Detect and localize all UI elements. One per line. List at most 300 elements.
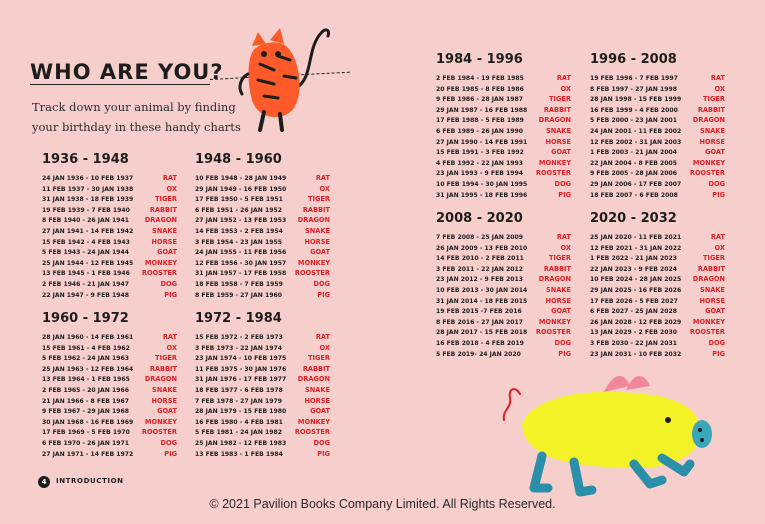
table-row xyxy=(195,364,330,375)
table-row xyxy=(42,258,177,269)
date-range: 9 FEB 2005 - 28 JAN 2006 xyxy=(590,170,677,178)
table-row xyxy=(590,327,725,338)
animal-name: DOG xyxy=(708,179,725,188)
animal-name: SNAKE xyxy=(546,126,571,135)
table-row xyxy=(590,147,725,158)
table-row xyxy=(195,449,330,460)
animal-name: RABBIT xyxy=(302,364,330,373)
tiger-illustration xyxy=(234,18,334,138)
animal-name: DRAGON xyxy=(144,375,177,384)
animal-name: OX xyxy=(319,343,330,352)
animal-name: GOAT xyxy=(705,307,725,316)
table-row xyxy=(195,205,330,216)
date-range: 3 FEB 1954 - 23 JAN 1955 xyxy=(195,238,282,246)
date-range: 23 JAN 1974 - 10 FEB 1975 xyxy=(195,355,287,363)
animal-name: RABBIT xyxy=(149,205,177,214)
date-range: 23 JAN 1993 - 9 FEB 1994 xyxy=(436,170,523,178)
date-range: 6 FEB 1970 - 26 JAN 1971 xyxy=(42,439,129,447)
date-range: 27 JAN 1941 - 14 FEB 1942 xyxy=(42,227,134,235)
date-range: 15 FEB 1942 - 4 FEB 1943 xyxy=(42,238,130,246)
table-row xyxy=(195,226,330,237)
animal-name: GOAT xyxy=(157,407,177,416)
table-row xyxy=(590,243,725,254)
animal-name: DRAGON xyxy=(538,275,571,284)
table-row xyxy=(590,105,725,116)
animal-name: PIG xyxy=(712,349,725,358)
date-range: 28 JAN 1960 - 14 FEB 1961 xyxy=(42,334,134,341)
animal-name: MONKEY xyxy=(538,158,571,167)
animal-name: RAT xyxy=(556,233,571,241)
animal-name: OX xyxy=(319,184,330,193)
date-range: 23 JAN 2012 - 9 FEB 2013 xyxy=(436,276,523,284)
animal-name: TIGER xyxy=(308,195,330,204)
animal-name: HORSE xyxy=(545,296,571,305)
animal-name: RAT xyxy=(162,174,177,182)
date-range: 31 JAN 1976 - 17 FEB 1977 xyxy=(195,376,287,384)
table-row xyxy=(436,179,571,190)
date-range: 1 FEB 2022 - 21 JAN 2023 xyxy=(590,255,677,263)
table-row xyxy=(42,226,177,237)
animal-name: RAT xyxy=(710,233,725,241)
table-row xyxy=(590,179,725,190)
date-range: 24 JAN 1955 - 11 FEB 1956 xyxy=(195,249,287,257)
date-range: 20 FEB 1985 - 8 FEB 1986 xyxy=(436,85,524,93)
zodiac-table xyxy=(590,211,725,359)
date-range: 12 FEB 2002 - 31 JAN 2003 xyxy=(590,138,682,146)
zodiac-table xyxy=(195,311,330,459)
date-range: 19 FEB 1996 - 7 FEB 1997 xyxy=(590,75,678,82)
date-range: 10 FEB 2013 - 30 JAN 2014 xyxy=(436,286,528,294)
animal-name: ROOSTER xyxy=(689,169,725,178)
table-row xyxy=(42,332,177,343)
table-row xyxy=(195,343,330,354)
table-title: 1960 - 1972 xyxy=(42,311,129,326)
animal-name: DRAGON xyxy=(692,275,725,284)
page-subtitle: Track down your animal by finding your birthday in these handy charts xyxy=(32,100,241,134)
animal-name: MONKEY xyxy=(297,417,330,426)
table-row xyxy=(436,84,571,95)
animal-name: MONKEY xyxy=(692,317,725,326)
table-row xyxy=(590,84,725,95)
date-range: 8 FEB 2016 - 27 JAN 2017 xyxy=(436,318,523,326)
animal-name: SNAKE xyxy=(305,385,330,394)
animal-name: OX xyxy=(714,243,725,252)
date-range: 17 FEB 2026 - 5 FEB 2027 xyxy=(590,297,678,305)
date-range: 5 FEB 1962 - 24 JAN 1963 xyxy=(42,355,129,363)
table-row xyxy=(436,105,571,116)
animal-name: HORSE xyxy=(304,237,330,246)
date-range: 29 JAN 1949 - 16 FEB 1950 xyxy=(195,185,287,193)
date-range: 15 FEB 1961 - 4 FEB 1962 xyxy=(42,344,130,352)
animal-name: TIGER xyxy=(155,354,177,363)
animal-name: DOG xyxy=(708,338,725,347)
table-row xyxy=(195,247,330,258)
animal-name: ROOSTER xyxy=(294,428,330,437)
table-row xyxy=(42,290,177,301)
table-row xyxy=(436,349,571,360)
date-range: 6 FEB 1989 - 26 JAN 1990 xyxy=(436,127,523,135)
date-range: 17 FEB 1988 - 5 FEB 1989 xyxy=(436,117,524,125)
date-range: 10 FEB 1948 - 28 JAN 1949 xyxy=(195,175,287,182)
table-title: 1972 - 1984 xyxy=(195,311,282,326)
animal-name: PIG xyxy=(712,190,725,199)
date-range: 30 JAN 1968 - 16 FEB 1969 xyxy=(42,418,134,426)
animal-name: RABBIT xyxy=(543,105,571,114)
table-title: 1996 - 2008 xyxy=(590,52,677,67)
date-range: 31 JAN 1957 - 17 FEB 1958 xyxy=(195,270,287,278)
animal-name: GOAT xyxy=(310,407,330,416)
table-row xyxy=(590,349,725,360)
animal-name: RAT xyxy=(315,174,330,182)
date-range: 13 FEB 1983 - 1 FEB 1984 xyxy=(195,450,283,458)
date-range: 21 JAN 1966 - 8 FEB 1967 xyxy=(42,397,129,405)
table-row xyxy=(590,253,725,264)
table-row xyxy=(590,137,725,148)
table-row xyxy=(436,306,571,317)
table-row xyxy=(42,364,177,375)
date-range: 28 JAN 1998 - 15 FEB 1999 xyxy=(590,96,682,104)
animal-name: RABBIT xyxy=(149,364,177,373)
date-range: 26 JAN 2028 - 12 FEB 2029 xyxy=(590,318,682,326)
date-range: 31 JAN 1938 - 18 FEB 1939 xyxy=(42,196,134,204)
animal-name: RAT xyxy=(710,74,725,82)
date-range: 27 JAN 1952 - 13 FEB 1953 xyxy=(195,217,287,225)
animal-name: OX xyxy=(166,184,177,193)
date-range: 25 JAN 2020 - 11 FEB 2021 xyxy=(590,234,682,241)
animal-name: OX xyxy=(560,243,571,252)
table-row xyxy=(590,317,725,328)
table-row xyxy=(195,417,330,428)
table-row xyxy=(590,285,725,296)
animal-name: DRAGON xyxy=(144,216,177,225)
table-row xyxy=(42,184,177,195)
table-row xyxy=(436,243,571,254)
table-row xyxy=(195,279,330,290)
date-range: 3 FEB 2030 - 22 JAN 2031 xyxy=(590,339,677,347)
animal-name: DOG xyxy=(313,438,330,447)
date-range: 19 FEB 2015 -7 FEB 2016 xyxy=(436,308,522,316)
table-row xyxy=(195,290,330,301)
animal-name: GOAT xyxy=(551,148,571,157)
table-row xyxy=(590,338,725,349)
table-title: 2008 - 2020 xyxy=(436,211,523,226)
table-row xyxy=(436,274,571,285)
animal-name: RABBIT xyxy=(302,205,330,214)
animal-name: GOAT xyxy=(310,248,330,257)
date-range: 31 JAN 2014 - 18 FEB 2015 xyxy=(436,297,528,305)
date-range: 27 JAN 1971 - 14 FEB 1972 xyxy=(42,450,134,458)
table-row xyxy=(42,279,177,290)
date-range: 15 FEB 1972 - 2 FEB 1973 xyxy=(195,334,283,341)
table-row xyxy=(436,158,571,169)
table-row xyxy=(195,194,330,205)
date-range: 15 FEB 1991 - 3 FEB 1992 xyxy=(436,149,524,157)
copyright-notice: © 2021 Pavilion Books Company Limited. All Rights Reserved. xyxy=(209,497,556,511)
date-range: 28 JAN 2017 - 15 FEB 2018 xyxy=(436,329,528,337)
date-range: 7 FEB 2008 - 25 JAN 2009 xyxy=(436,234,523,241)
table-title: 2020 - 2032 xyxy=(590,211,677,226)
animal-name: PIG xyxy=(558,349,571,358)
zodiac-table xyxy=(195,152,330,300)
date-range: 13 FEB 1964 - 1 FEB 1965 xyxy=(42,376,130,384)
animal-name: TIGER xyxy=(703,95,725,104)
date-range: 19 FEB 1939 - 7 FEB 1940 xyxy=(42,206,130,214)
table-row xyxy=(195,215,330,226)
animal-name: TIGER xyxy=(155,195,177,204)
animal-name: HORSE xyxy=(545,137,571,146)
date-range: 5 FEB 1943 - 24 JAN 1944 xyxy=(42,249,129,257)
animal-name: MONKEY xyxy=(692,158,725,167)
date-range: 5 FEB 2000 - 23 JAN 2001 xyxy=(590,117,677,125)
table-row xyxy=(436,338,571,349)
animal-name: RABBIT xyxy=(543,264,571,273)
table-row xyxy=(195,258,330,269)
date-range: 5 FEB 2019- 24 JAN 2020 xyxy=(436,350,521,358)
table-row xyxy=(590,296,725,307)
table-row xyxy=(436,264,571,275)
date-range: 18 FEB 1958 - 7 FEB 1959 xyxy=(195,280,283,288)
table-row xyxy=(590,73,725,84)
date-range: 11 FEB 1975 - 30 JAN 1976 xyxy=(195,365,287,373)
page-number: 4 xyxy=(38,476,50,488)
date-range: 29 JAN 2006 - 17 FEB 2007 xyxy=(590,180,682,188)
date-range: 16 FEB 1980 - 4 FEB 1981 xyxy=(195,418,283,426)
animal-name: SNAKE xyxy=(152,385,177,394)
animal-name: TIGER xyxy=(549,254,571,263)
date-range: 16 FEB 1999 - 4 FEB 2000 xyxy=(590,106,678,114)
date-range: 8 FEB 1997 - 27 JAN 1998 xyxy=(590,85,677,93)
animal-name: DRAGON xyxy=(297,375,330,384)
table-row xyxy=(42,237,177,248)
table-row xyxy=(436,115,571,126)
date-range: 14 FEB 2010 - 2 FEB 2011 xyxy=(436,255,524,263)
date-range: 9 FEB 1986 - 28 JAN 1987 xyxy=(436,96,523,104)
animal-name: HORSE xyxy=(699,296,725,305)
zodiac-table xyxy=(436,52,571,200)
table-row xyxy=(42,247,177,258)
date-range: 25 JAN 1982 - 12 FEB 1983 xyxy=(195,439,287,447)
animal-name: MONKEY xyxy=(144,258,177,267)
table-row xyxy=(590,94,725,105)
table-title: 1984 - 1996 xyxy=(436,52,523,67)
table-row xyxy=(195,332,330,343)
animal-name: TIGER xyxy=(549,95,571,104)
date-range: 13 JAN 2029 - 2 FEB 2030 xyxy=(590,329,677,337)
date-range: 12 FEB 2021 - 31 JAN 2022 xyxy=(590,244,682,252)
page-title: WHO ARE YOU? xyxy=(30,60,224,84)
animal-name: OX xyxy=(166,343,177,352)
date-range: 25 JAN 1963 - 12 FEB 1964 xyxy=(42,365,134,373)
date-range: 16 FEB 2018 - 4 FEB 2019 xyxy=(436,339,524,347)
animal-name: OX xyxy=(714,84,725,93)
date-range: 18 FEB 2007 - 6 FEB 2008 xyxy=(590,191,678,199)
table-row xyxy=(42,406,177,417)
table-row xyxy=(195,268,330,279)
table-title: 1948 - 1960 xyxy=(195,152,282,167)
animal-name: DOG xyxy=(554,338,571,347)
animal-name: DOG xyxy=(313,279,330,288)
animal-name: DRAGON xyxy=(297,216,330,225)
table-row xyxy=(42,343,177,354)
date-range: 25 JAN 1944 - 12 FEB 1945 xyxy=(42,259,134,267)
title-rule xyxy=(30,84,210,85)
animal-name: DOG xyxy=(160,279,177,288)
table-row xyxy=(195,173,330,184)
table-row xyxy=(590,264,725,275)
animal-name: TIGER xyxy=(703,254,725,263)
table-row xyxy=(195,374,330,385)
table-row xyxy=(42,215,177,226)
table-row xyxy=(42,449,177,460)
date-range: 10 FEB 2024 - 28 JAN 2025 xyxy=(590,276,682,284)
table-row xyxy=(590,115,725,126)
animal-name: GOAT xyxy=(157,248,177,257)
animal-name: RAT xyxy=(162,333,177,341)
date-range: 27 JAN 1990 - 14 FEB 1991 xyxy=(436,138,528,146)
animal-name: SNAKE xyxy=(305,226,330,235)
table-row xyxy=(436,190,571,201)
table-row xyxy=(436,327,571,338)
animal-name: RABBIT xyxy=(697,264,725,273)
table-row xyxy=(42,385,177,396)
animal-name: DOG xyxy=(554,179,571,188)
table-row xyxy=(590,232,725,243)
date-range: 4 FEB 1992 - 22 JAN 1993 xyxy=(436,159,523,167)
table-row xyxy=(590,190,725,201)
animal-name: MONKEY xyxy=(538,317,571,326)
table-row xyxy=(195,396,330,407)
animal-name: RAT xyxy=(556,74,571,82)
animal-name: ROOSTER xyxy=(141,269,177,278)
table-row xyxy=(42,374,177,385)
animal-name: SNAKE xyxy=(700,285,725,294)
table-row xyxy=(195,184,330,195)
animal-name: GOAT xyxy=(551,307,571,316)
date-range: 10 FEB 1994 - 30 JAN 1995 xyxy=(436,180,528,188)
table-row xyxy=(42,194,177,205)
date-range: 1 FEB 2003 - 21 JAN 2004 xyxy=(590,149,677,157)
date-range: 22 JAN 2023 - 9 FEB 2024 xyxy=(590,265,677,273)
table-row xyxy=(436,296,571,307)
date-range: 5 FEB 1981 - 24 JAN 1982 xyxy=(195,429,282,437)
date-range: 22 JAN 2004 - 8 FEB 2005 xyxy=(590,159,677,167)
table-row xyxy=(42,396,177,407)
date-range: 9 FEB 1967 - 29 JAN 1968 xyxy=(42,408,129,416)
table-row xyxy=(436,317,571,328)
table-row xyxy=(590,158,725,169)
animal-name: OX xyxy=(560,84,571,93)
pig-illustration xyxy=(494,364,724,504)
date-range: 12 FEB 1956 - 30 JAN 1957 xyxy=(195,259,287,267)
table-row xyxy=(195,237,330,248)
date-range: 3 FEB 1973 - 22 JAN 1974 xyxy=(195,344,282,352)
animal-name: ROOSTER xyxy=(141,428,177,437)
table-row xyxy=(42,353,177,364)
animal-name: DRAGON xyxy=(692,116,725,125)
zodiac-table xyxy=(42,311,177,459)
table-row xyxy=(195,427,330,438)
table-row xyxy=(42,205,177,216)
date-range: 29 JAN 1987 - 16 FEB 1988 xyxy=(436,106,528,114)
animal-name: GOAT xyxy=(705,148,725,157)
date-range: 17 FEB 1950 - 5 FEB 1951 xyxy=(195,196,283,204)
table-row xyxy=(436,94,571,105)
animal-name: DRAGON xyxy=(538,116,571,125)
table-row xyxy=(42,417,177,428)
table-row xyxy=(436,168,571,179)
date-range: 22 JAN 1947 - 9 FEB 1948 xyxy=(42,291,129,299)
date-range: 14 FEB 1953 - 2 FEB 1954 xyxy=(195,227,283,235)
table-row xyxy=(195,353,330,364)
date-range: 24 JAN 1936 - 10 FEB 1937 xyxy=(42,175,134,182)
date-range: 18 FEB 1977 - 6 FEB 1978 xyxy=(195,386,283,394)
table-row xyxy=(436,232,571,243)
table-row xyxy=(195,406,330,417)
animal-name: TIGER xyxy=(308,354,330,363)
animal-name: RABBIT xyxy=(697,105,725,114)
date-range: 6 FEB 2027 - 25 JAN 2028 xyxy=(590,308,677,316)
table-row xyxy=(436,126,571,137)
table-row xyxy=(195,385,330,396)
date-range: 23 JAN 2031 - 10 FEB 2032 xyxy=(590,350,682,358)
animal-name: PIG xyxy=(317,449,330,458)
section-label: INTRODUCTION xyxy=(56,477,124,485)
table-row xyxy=(42,173,177,184)
table-row xyxy=(436,73,571,84)
date-range: 2 FEB 1946 - 21 JAN 1947 xyxy=(42,280,129,288)
animal-name: PIG xyxy=(164,290,177,299)
zodiac-table xyxy=(436,211,571,359)
table-title: 1936 - 1948 xyxy=(42,152,129,167)
zodiac-table xyxy=(590,52,725,200)
animal-name: PIG xyxy=(164,449,177,458)
animal-name: ROOSTER xyxy=(535,328,571,337)
animal-name: HORSE xyxy=(304,396,330,405)
date-range: 31 JAN 1995 - 18 FEB 1996 xyxy=(436,191,528,199)
date-range: 11 FEB 1937 - 30 JAN 1938 xyxy=(42,185,134,193)
animal-name: SNAKE xyxy=(546,285,571,294)
date-range: 17 FEB 1969 - 5 FEB 1970 xyxy=(42,429,130,437)
zodiac-table xyxy=(42,152,177,300)
table-row xyxy=(590,126,725,137)
animal-name: ROOSTER xyxy=(689,328,725,337)
table-row xyxy=(436,147,571,158)
animal-name: MONKEY xyxy=(144,417,177,426)
animal-name: MONKEY xyxy=(297,258,330,267)
table-row xyxy=(590,306,725,317)
animal-name: HORSE xyxy=(151,396,177,405)
table-row xyxy=(590,274,725,285)
table-row xyxy=(42,427,177,438)
date-range: 8 FEB 1940 - 26 JAN 1941 xyxy=(42,217,129,225)
date-range: 26 JAN 2009 - 13 FEB 2010 xyxy=(436,244,528,252)
table-row xyxy=(436,253,571,264)
date-range: 7 FEB 1978 - 27 JAN 1979 xyxy=(195,397,282,405)
date-range: 2 FEB 1984 - 19 FEB 1985 xyxy=(436,75,524,82)
table-row xyxy=(436,137,571,148)
animal-name: SNAKE xyxy=(700,126,725,135)
animal-name: RAT xyxy=(315,333,330,341)
date-range: 24 JAN 2001 - 11 FEB 2002 xyxy=(590,127,682,135)
animal-name: HORSE xyxy=(699,137,725,146)
animal-name: SNAKE xyxy=(152,226,177,235)
animal-name: ROOSTER xyxy=(535,169,571,178)
table-row xyxy=(42,438,177,449)
date-range: 29 JAN 2025 - 16 FEB 2026 xyxy=(590,286,682,294)
date-range: 6 FEB 1951 - 26 JAN 1952 xyxy=(195,206,282,214)
date-range: 8 FEB 1959 - 27 JAN 1960 xyxy=(195,291,282,299)
animal-name: PIG xyxy=(317,290,330,299)
